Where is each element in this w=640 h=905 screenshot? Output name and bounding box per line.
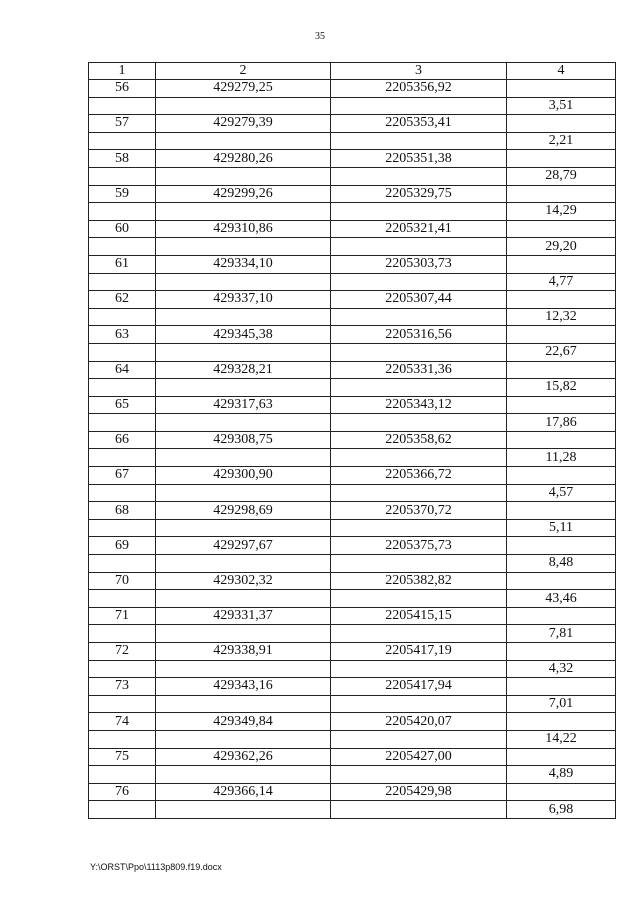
table-row — [89, 132, 616, 150]
point-number-cell: 65 — [89, 396, 156, 414]
table-row — [89, 273, 616, 291]
distance-cell: 8,48 — [507, 555, 616, 573]
empty-cell — [331, 273, 507, 291]
empty-cell — [331, 132, 507, 150]
table-row — [89, 115, 616, 133]
empty-cell — [331, 343, 507, 361]
empty-cell — [507, 572, 616, 590]
empty-cell — [507, 607, 616, 625]
header-col-2: 2 — [156, 63, 331, 80]
empty-cell — [507, 326, 616, 344]
empty-cell — [156, 555, 331, 573]
empty-cell — [156, 97, 331, 115]
x-coordinate-cell: 429300,90 — [156, 467, 331, 485]
point-number-cell: 59 — [89, 185, 156, 203]
point-number-cell: 64 — [89, 361, 156, 379]
y-coordinate-cell: 2205321,41 — [331, 220, 507, 238]
empty-cell — [331, 519, 507, 537]
table-row — [89, 748, 616, 766]
header-col-4: 4 — [507, 63, 616, 80]
y-coordinate-cell: 2205358,62 — [331, 431, 507, 449]
empty-cell — [507, 361, 616, 379]
x-coordinate-cell: 429279,25 — [156, 80, 331, 98]
table-row — [89, 713, 616, 731]
point-number-cell: 74 — [89, 713, 156, 731]
distance-cell: 14,29 — [507, 203, 616, 221]
y-coordinate-cell: 2205415,15 — [331, 607, 507, 625]
table-row — [89, 766, 616, 784]
empty-cell — [89, 273, 156, 291]
empty-cell — [331, 660, 507, 678]
distance-cell: 11,28 — [507, 449, 616, 467]
empty-cell — [507, 748, 616, 766]
table-row — [89, 255, 616, 273]
table-row — [89, 660, 616, 678]
table-row — [89, 607, 616, 625]
empty-cell — [156, 519, 331, 537]
table-row — [89, 555, 616, 573]
empty-cell — [331, 695, 507, 713]
empty-cell — [156, 730, 331, 748]
empty-cell — [507, 255, 616, 273]
x-coordinate-cell: 429338,91 — [156, 643, 331, 661]
x-coordinate-cell: 429331,37 — [156, 607, 331, 625]
table-row — [89, 379, 616, 397]
x-coordinate-cell: 429302,32 — [156, 572, 331, 590]
point-number-cell: 72 — [89, 643, 156, 661]
empty-cell — [89, 203, 156, 221]
y-coordinate-cell: 2205370,72 — [331, 502, 507, 520]
distance-cell: 43,46 — [507, 590, 616, 608]
empty-cell — [89, 766, 156, 784]
x-coordinate-cell: 429299,26 — [156, 185, 331, 203]
distance-cell: 2,21 — [507, 132, 616, 150]
distance-cell: 7,01 — [507, 695, 616, 713]
distance-cell: 5,11 — [507, 519, 616, 537]
y-coordinate-cell: 2205417,19 — [331, 643, 507, 661]
distance-cell: 4,89 — [507, 766, 616, 784]
point-number-cell: 71 — [89, 607, 156, 625]
point-number-cell: 62 — [89, 291, 156, 309]
empty-cell — [156, 203, 331, 221]
empty-cell — [156, 660, 331, 678]
empty-cell — [156, 590, 331, 608]
empty-cell — [331, 203, 507, 221]
coordinates-table-body — [89, 63, 616, 819]
y-coordinate-cell: 2205382,82 — [331, 572, 507, 590]
x-coordinate-cell: 429310,86 — [156, 220, 331, 238]
empty-cell — [331, 766, 507, 784]
empty-cell — [507, 80, 616, 98]
distance-cell: 14,22 — [507, 730, 616, 748]
empty-cell — [331, 730, 507, 748]
empty-cell — [156, 695, 331, 713]
empty-cell — [156, 132, 331, 150]
empty-cell — [156, 484, 331, 502]
table-row — [89, 220, 616, 238]
table-row — [89, 203, 616, 221]
point-number-cell: 61 — [89, 255, 156, 273]
empty-cell — [156, 238, 331, 256]
empty-cell — [156, 308, 331, 326]
coordinates-table — [88, 62, 616, 819]
y-coordinate-cell: 2205366,72 — [331, 467, 507, 485]
point-number-cell: 70 — [89, 572, 156, 590]
empty-cell — [89, 484, 156, 502]
table-row — [89, 150, 616, 168]
header-col-3: 3 — [331, 63, 507, 80]
empty-cell — [89, 555, 156, 573]
empty-cell — [507, 431, 616, 449]
y-coordinate-cell: 2205353,41 — [331, 115, 507, 133]
empty-cell — [156, 625, 331, 643]
empty-cell — [156, 766, 331, 784]
point-number-cell: 56 — [89, 80, 156, 98]
empty-cell — [156, 414, 331, 432]
y-coordinate-cell: 2205375,73 — [331, 537, 507, 555]
point-number-cell: 67 — [89, 467, 156, 485]
table-row — [89, 537, 616, 555]
distance-cell: 4,57 — [507, 484, 616, 502]
table-header-row — [89, 63, 616, 80]
y-coordinate-cell: 2205429,98 — [331, 783, 507, 801]
empty-cell — [507, 291, 616, 309]
empty-cell — [331, 379, 507, 397]
empty-cell — [156, 273, 331, 291]
empty-cell — [89, 379, 156, 397]
header-col-1: 1 — [89, 63, 156, 80]
x-coordinate-cell: 429362,26 — [156, 748, 331, 766]
table-row — [89, 80, 616, 98]
table-row — [89, 590, 616, 608]
table-row — [89, 449, 616, 467]
empty-cell — [507, 150, 616, 168]
empty-cell — [331, 801, 507, 819]
empty-cell — [156, 379, 331, 397]
table-row — [89, 185, 616, 203]
x-coordinate-cell: 429308,75 — [156, 431, 331, 449]
empty-cell — [89, 132, 156, 150]
empty-cell — [89, 695, 156, 713]
empty-cell — [331, 97, 507, 115]
y-coordinate-cell: 2205329,75 — [331, 185, 507, 203]
empty-cell — [331, 625, 507, 643]
distance-cell: 15,82 — [507, 379, 616, 397]
table-row — [89, 343, 616, 361]
empty-cell — [89, 238, 156, 256]
table-row — [89, 801, 616, 819]
point-number-cell: 63 — [89, 326, 156, 344]
empty-cell — [89, 414, 156, 432]
empty-cell — [331, 449, 507, 467]
distance-cell: 12,32 — [507, 308, 616, 326]
y-coordinate-cell: 2205420,07 — [331, 713, 507, 731]
x-coordinate-cell: 429279,39 — [156, 115, 331, 133]
table-row — [89, 326, 616, 344]
empty-cell — [507, 678, 616, 696]
empty-cell — [507, 713, 616, 731]
table-row — [89, 414, 616, 432]
distance-cell: 17,86 — [507, 414, 616, 432]
y-coordinate-cell: 2205417,94 — [331, 678, 507, 696]
empty-cell — [89, 519, 156, 537]
distance-cell: 28,79 — [507, 167, 616, 185]
y-coordinate-cell: 2205343,12 — [331, 396, 507, 414]
x-coordinate-cell: 429343,16 — [156, 678, 331, 696]
empty-cell — [331, 484, 507, 502]
table-row — [89, 361, 616, 379]
empty-cell — [507, 467, 616, 485]
table-row — [89, 291, 616, 309]
x-coordinate-cell: 429349,84 — [156, 713, 331, 731]
point-number-cell: 60 — [89, 220, 156, 238]
empty-cell — [156, 449, 331, 467]
empty-cell — [331, 590, 507, 608]
empty-cell — [89, 167, 156, 185]
x-coordinate-cell: 429334,10 — [156, 255, 331, 273]
distance-cell: 29,20 — [507, 238, 616, 256]
table-row — [89, 572, 616, 590]
footer-file-path: Y:\ORST\Ppo\1113p809.f19.docx — [90, 862, 222, 872]
point-number-cell: 75 — [89, 748, 156, 766]
point-number-cell: 73 — [89, 678, 156, 696]
y-coordinate-cell: 2205351,38 — [331, 150, 507, 168]
x-coordinate-cell: 429280,26 — [156, 150, 331, 168]
x-coordinate-cell: 429337,10 — [156, 291, 331, 309]
empty-cell — [89, 625, 156, 643]
empty-cell — [331, 308, 507, 326]
page-number: 35 — [315, 31, 325, 42]
distance-cell: 4,77 — [507, 273, 616, 291]
table-row — [89, 519, 616, 537]
x-coordinate-cell: 429328,21 — [156, 361, 331, 379]
distance-cell: 3,51 — [507, 97, 616, 115]
point-number-cell: 58 — [89, 150, 156, 168]
empty-cell — [156, 343, 331, 361]
empty-cell — [507, 115, 616, 133]
empty-cell — [331, 555, 507, 573]
empty-cell — [331, 238, 507, 256]
y-coordinate-cell: 2205316,56 — [331, 326, 507, 344]
y-coordinate-cell: 2205356,92 — [331, 80, 507, 98]
empty-cell — [89, 730, 156, 748]
empty-cell — [89, 449, 156, 467]
empty-cell — [89, 660, 156, 678]
empty-cell — [89, 343, 156, 361]
table-row — [89, 97, 616, 115]
empty-cell — [89, 801, 156, 819]
y-coordinate-cell: 2205427,00 — [331, 748, 507, 766]
empty-cell — [331, 167, 507, 185]
table-row — [89, 467, 616, 485]
table-row — [89, 431, 616, 449]
distance-cell: 22,67 — [507, 343, 616, 361]
empty-cell — [89, 308, 156, 326]
point-number-cell: 76 — [89, 783, 156, 801]
distance-cell: 7,81 — [507, 625, 616, 643]
table-row — [89, 783, 616, 801]
table-row — [89, 643, 616, 661]
empty-cell — [156, 801, 331, 819]
point-number-cell: 66 — [89, 431, 156, 449]
empty-cell — [507, 185, 616, 203]
table-row — [89, 730, 616, 748]
empty-cell — [331, 414, 507, 432]
x-coordinate-cell: 429345,38 — [156, 326, 331, 344]
empty-cell — [507, 537, 616, 555]
x-coordinate-cell: 429298,69 — [156, 502, 331, 520]
y-coordinate-cell: 2205303,73 — [331, 255, 507, 273]
table-row — [89, 484, 616, 502]
table-row — [89, 238, 616, 256]
distance-cell: 4,32 — [507, 660, 616, 678]
table-row — [89, 167, 616, 185]
distance-cell: 6,98 — [507, 801, 616, 819]
empty-cell — [507, 502, 616, 520]
empty-cell — [89, 590, 156, 608]
table-row — [89, 625, 616, 643]
table-row — [89, 695, 616, 713]
x-coordinate-cell: 429366,14 — [156, 783, 331, 801]
table-row — [89, 308, 616, 326]
x-coordinate-cell: 429297,67 — [156, 537, 331, 555]
x-coordinate-cell: 429317,63 — [156, 396, 331, 414]
point-number-cell: 57 — [89, 115, 156, 133]
point-number-cell: 69 — [89, 537, 156, 555]
empty-cell — [507, 396, 616, 414]
table-row — [89, 678, 616, 696]
empty-cell — [156, 167, 331, 185]
y-coordinate-cell: 2205307,44 — [331, 291, 507, 309]
y-coordinate-cell: 2205331,36 — [331, 361, 507, 379]
empty-cell — [507, 220, 616, 238]
empty-cell — [507, 783, 616, 801]
table-row — [89, 502, 616, 520]
empty-cell — [89, 97, 156, 115]
empty-cell — [507, 643, 616, 661]
table-row — [89, 396, 616, 414]
point-number-cell: 68 — [89, 502, 156, 520]
